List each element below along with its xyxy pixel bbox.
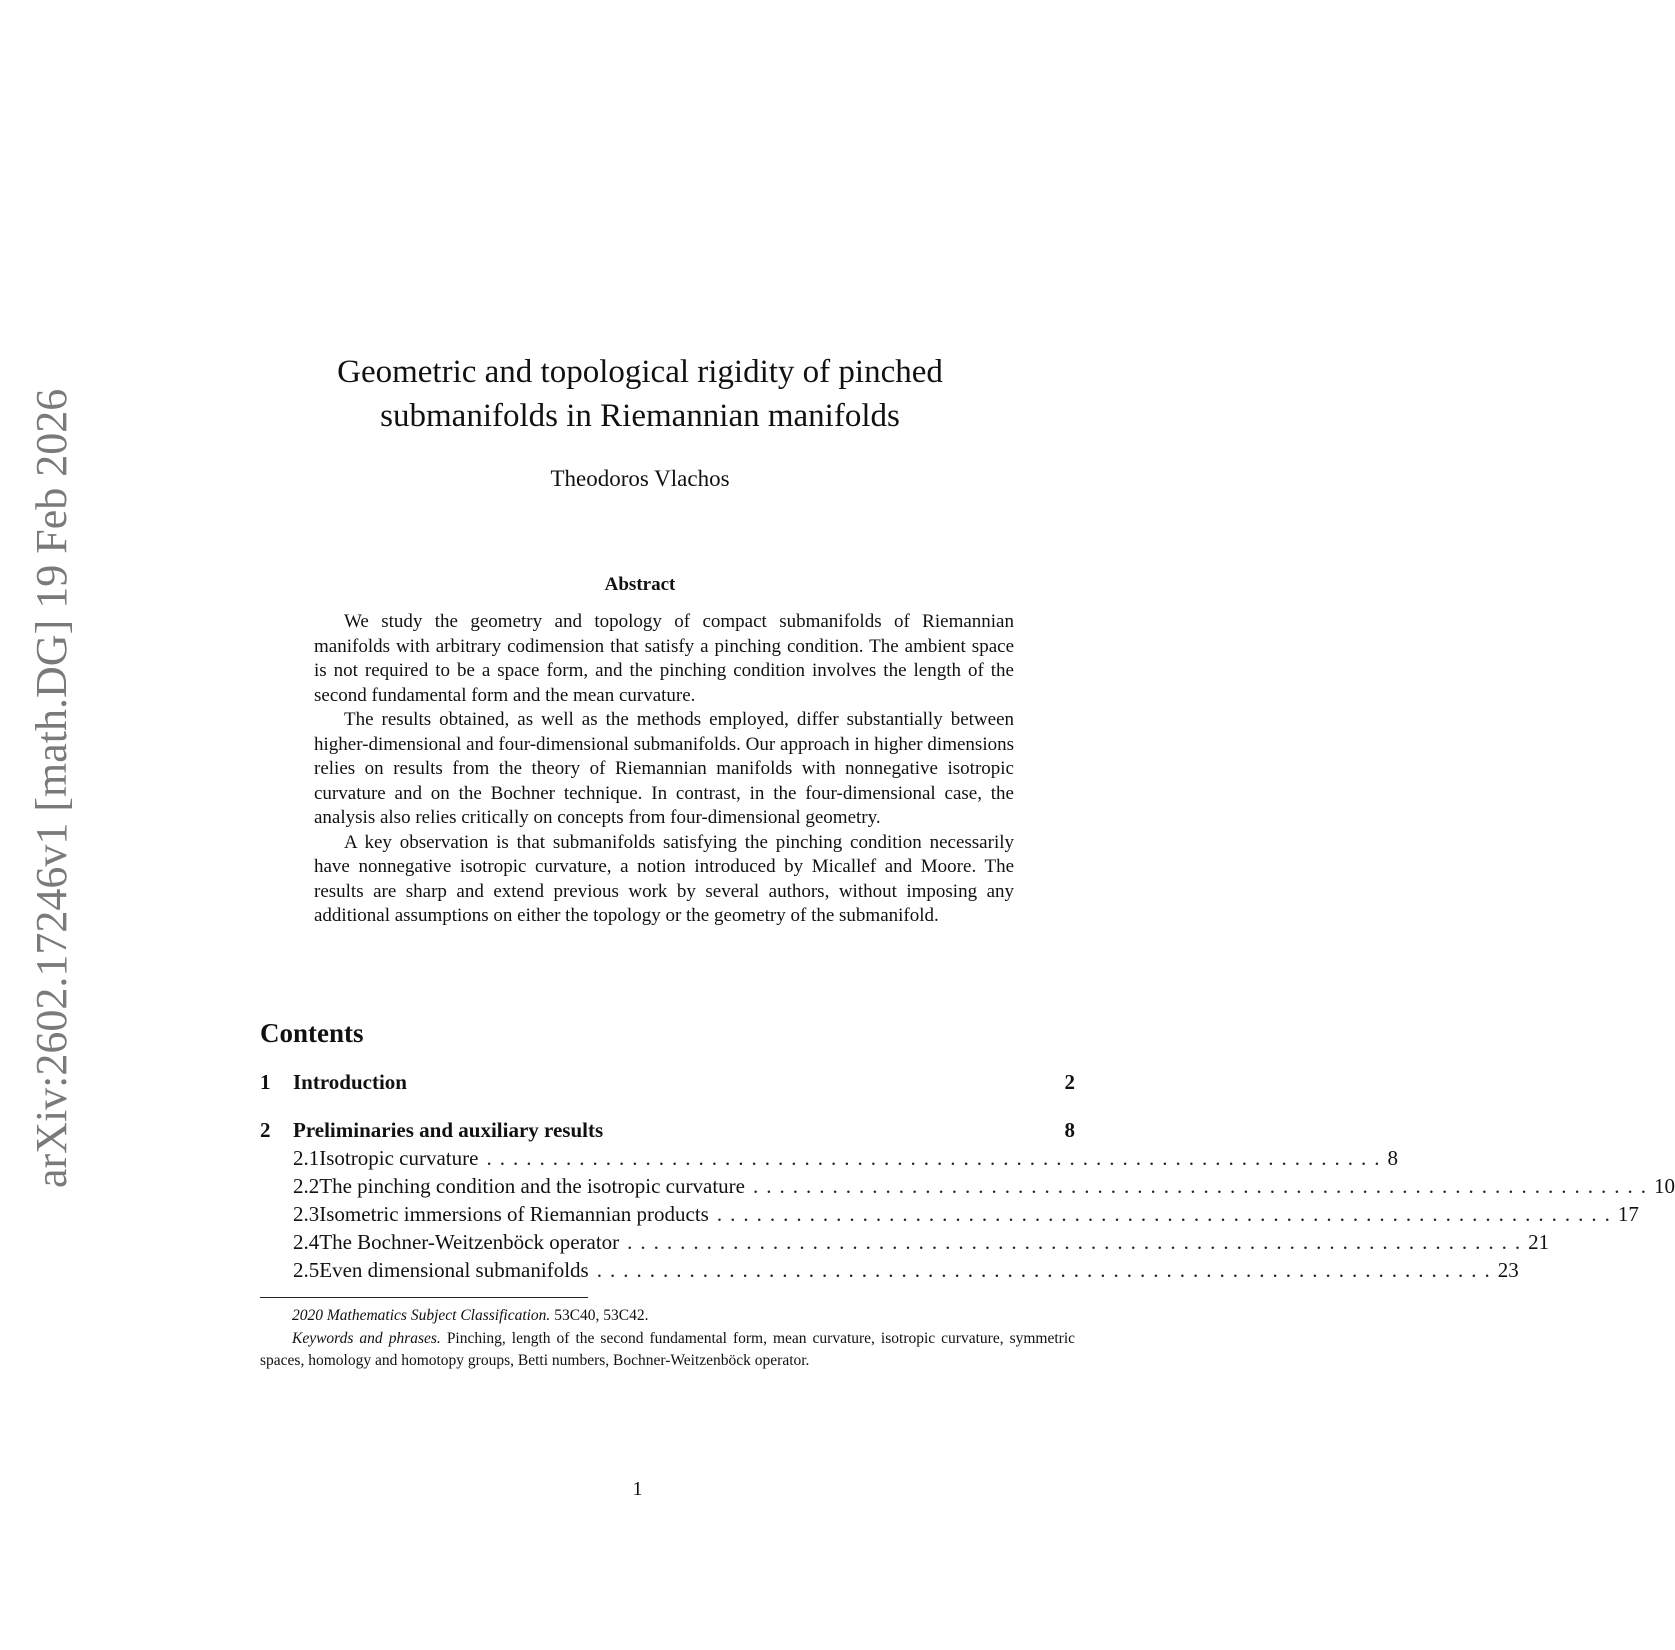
page-number: 1 <box>632 1478 643 1500</box>
msc-label: 2020 Mathematics Subject Classification. <box>292 1307 551 1324</box>
abstract-paragraph: A key observation is that submanifolds satisfying the pinching condition necessarily have nonnegative isotropic curvature, a notion introduced by Micallef and Moore. The results are sharp and extend previous work by several authors, without imposing any additional assumptions on either the topology or the geometry of the submanifold. <box>314 831 1014 926</box>
toc-subsection-title: Even dimensional submanifolds <box>319 1258 589 1282</box>
author-name: Theodoros Vlachos <box>550 466 730 491</box>
toc-subsection-title: Isometric immersions of Riemannian products <box>319 1202 709 1226</box>
toc-section-introduction[interactable] <box>260 1070 1075 1098</box>
toc-section-page: 2 <box>1064 1070 1075 1094</box>
toc-subsection-number: 2.4 <box>293 1230 320 1254</box>
toc-subsection-number: 2.2 <box>293 1174 320 1198</box>
table-of-contents <box>260 1070 1675 1286</box>
toc-subsection-number: 2.1 <box>293 1146 320 1170</box>
toc-subsection-2-1[interactable] <box>260 1146 1398 1174</box>
toc-subsection-number: 2.5 <box>293 1258 320 1282</box>
msc-value: 53C40, 53C42. <box>554 1307 649 1324</box>
toc-subsection-number: 2.3 <box>293 1202 320 1226</box>
arxiv-identifier-stamp: arXiv:2602.17246v1 [math.DG] 19 Feb 2026 <box>27 388 76 1188</box>
keywords-label: Keywords and phrases. <box>292 1329 441 1347</box>
toc-dot-leader: .................................................................... <box>752 1174 1654 1198</box>
abstract-paragraph: We study the geometry and topology of compact submanifolds of Riemannian manifolds with arbitrary codimension that satisfy a pinching condition. The ambient space is not required to be a space form, and the pinching condition involves the length of the second fundamental form and the mean curvature. <box>314 611 1014 706</box>
toc-section-title: Introduction <box>293 1070 407 1094</box>
toc-section-preliminaries[interactable] <box>260 1118 1075 1146</box>
toc-section-number: 1 <box>260 1070 271 1094</box>
msc-footnote <box>260 1305 1075 1328</box>
title-line-1: Geometric and topological rigidity of pinched <box>337 354 943 390</box>
toc-section-page: 8 <box>1064 1118 1075 1142</box>
footnotes <box>260 1305 1075 1373</box>
toc-subsection-2-2[interactable] <box>260 1174 1675 1202</box>
toc-subsection-page: 10 <box>1653 1174 1675 1198</box>
footnote-rule <box>260 1297 588 1298</box>
toc-dot-leader: .................................................................... <box>716 1202 1618 1226</box>
toc-subsection-2-4[interactable] <box>260 1230 1550 1258</box>
keywords-value: Pinching, length of the second fundamental form, mean curvature, isotropic curvature, symmetric spaces, homology and homotopy groups, Betti numbers, Bochner-Weitzenböck operator. <box>260 1329 1076 1369</box>
abstract-heading: Abstract <box>604 574 676 595</box>
abstract-paragraph: The results obtained, as well as the methods employed, differ substantially between higher-dimensional and four-dimensional submanifolds. Our approach in higher dimensions relies on results from the theory of Riemannian manifolds with nonnegative isotropic curvature and on the Bochner technique. In contrast, in the four-dimensional case, the analysis also relies critically on concepts from four-dimensional geometry. <box>314 709 1014 828</box>
toc-subsection-page: 8 <box>1387 1146 1398 1170</box>
toc-subsection-page: 17 <box>1617 1202 1639 1226</box>
toc-subsection-2-3[interactable] <box>260 1202 1639 1230</box>
toc-dot-leader: .................................................................... <box>596 1258 1498 1282</box>
toc-subsection-page: 21 <box>1528 1230 1550 1254</box>
toc-subsection-title: The Bochner-Weitzenböck operator <box>319 1230 620 1254</box>
toc-subsection-2-5[interactable] <box>260 1258 1519 1286</box>
toc-subsection-page: 23 <box>1497 1258 1519 1282</box>
toc-section-number: 2 <box>260 1118 271 1142</box>
toc-subsection-title: Isotropic curvature <box>319 1146 479 1170</box>
abstract-body <box>314 610 1014 929</box>
paper-title <box>300 350 980 438</box>
title-line-2: submanifolds in Riemannian manifolds <box>380 398 900 434</box>
toc-section-title: Preliminaries and auxiliary results <box>293 1118 604 1142</box>
toc-subsection-title: The pinching condition and the isotropic curvature <box>319 1174 745 1198</box>
keywords-footnote <box>260 1328 1075 1373</box>
contents-heading: Contents <box>260 1018 364 1048</box>
toc-dot-leader: .................................................................... <box>627 1230 1529 1254</box>
toc-dot-leader: .................................................................... <box>486 1146 1388 1170</box>
